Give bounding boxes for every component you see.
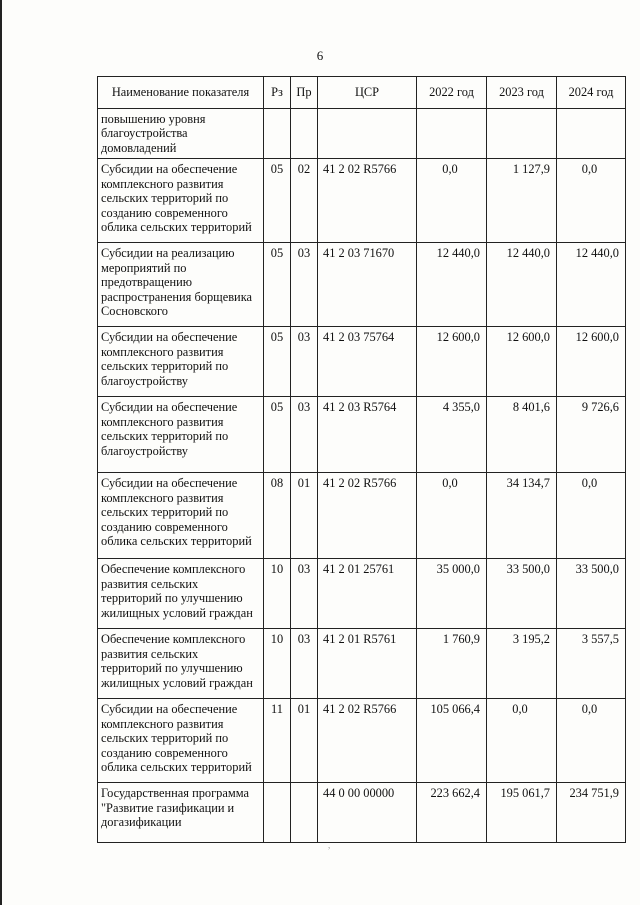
table-row <box>98 473 626 559</box>
row-name-cell: Субсидии на обеспечение комплексного развития сельских территорий по благоустройству <box>98 327 264 397</box>
row-rz-cell: 10 <box>264 559 291 629</box>
header-pr: Пр <box>291 77 318 109</box>
row-2023-cell: 195 061,7 <box>487 783 557 843</box>
table-row <box>98 559 626 629</box>
row-rz-cell: 05 <box>264 397 291 473</box>
row-csr-cell: 41 2 01 R5761 <box>318 629 417 699</box>
row-name-cell: Субсидии на обеспечение комплексного развития сельских территорий по благоустройству <box>98 397 264 473</box>
table-row <box>98 783 626 843</box>
header-name: Наименование показателя <box>98 77 264 109</box>
scan-mark: , <box>328 840 331 850</box>
row-pr-cell: 03 <box>291 243 318 327</box>
row-2022-cell: 35 000,0 <box>417 559 487 629</box>
row-2023-cell: 34 134,7 <box>487 473 557 559</box>
row-csr-cell: 41 2 01 25761 <box>318 559 417 629</box>
row-2024-cell: 3 557,5 <box>557 629 626 699</box>
header-2023: 2023 год <box>487 77 557 109</box>
row-name-cell: Субсидии на обеспечение комплексного развития сельских территорий по созданию современного облика сельских территорий <box>98 473 264 559</box>
row-csr-cell: 41 2 03 R5764 <box>318 397 417 473</box>
row-name-cell: Обеспечение комплексного развития сельских территорий по улучшению жилищных условий граждан <box>98 629 264 699</box>
row-2024-cell: 0,0 <box>557 159 626 243</box>
row-2024-cell: 0,0 <box>557 473 626 559</box>
row-name-cell: Обеспечение комплексного развития сельских территорий по улучшению жилищных условий граждан <box>98 559 264 629</box>
row-2024-cell: 33 500,0 <box>557 559 626 629</box>
row-2023-cell: 1 127,9 <box>487 159 557 243</box>
budget-table <box>97 76 626 843</box>
header-rz: Рз <box>264 77 291 109</box>
row-2022-cell: 1 760,9 <box>417 629 487 699</box>
row-2024-cell: 9 726,6 <box>557 397 626 473</box>
header-csr: ЦСР <box>318 77 417 109</box>
table-row <box>98 397 626 473</box>
row-2022-cell: 0,0 <box>417 473 487 559</box>
table-header-row <box>98 77 626 109</box>
row-name-cell: Субсидии на обеспечение комплексного развития сельских территорий по созданию современного облика сельских территорий <box>98 699 264 783</box>
header-2024: 2024 год <box>557 77 626 109</box>
header-2022: 2022 год <box>417 77 487 109</box>
row-2024-cell: 234 751,9 <box>557 783 626 843</box>
row-2022-cell: 4 355,0 <box>417 397 487 473</box>
row-csr-cell: 41 2 03 75764 <box>318 327 417 397</box>
table-row <box>98 327 626 397</box>
row-2022-cell: 0,0 <box>417 159 487 243</box>
row-name-cell: Субсидии на реализацию мероприятий по предотвращению распространения борщевика Сосновского <box>98 243 264 327</box>
row-name-cell: повышению уровня благоустройства домовладений <box>98 108 264 159</box>
row-csr-cell: 41 2 02 R5766 <box>318 699 417 783</box>
row-csr-cell <box>318 108 417 159</box>
row-rz-cell <box>264 108 291 159</box>
row-pr-cell: 01 <box>291 473 318 559</box>
row-pr-cell: 02 <box>291 159 318 243</box>
row-rz-cell <box>264 783 291 843</box>
row-2022-cell: 12 440,0 <box>417 243 487 327</box>
row-2024-cell: 12 440,0 <box>557 243 626 327</box>
row-2024-cell <box>557 108 626 159</box>
row-pr-cell: 03 <box>291 327 318 397</box>
row-2023-cell: 0,0 <box>487 699 557 783</box>
row-rz-cell: 05 <box>264 159 291 243</box>
row-2022-cell: 223 662,4 <box>417 783 487 843</box>
row-rz-cell: 05 <box>264 243 291 327</box>
table-row <box>98 108 626 159</box>
row-csr-cell: 41 2 03 71670 <box>318 243 417 327</box>
row-pr-cell <box>291 783 318 843</box>
table-row <box>98 159 626 243</box>
row-rz-cell: 05 <box>264 327 291 397</box>
row-rz-cell: 10 <box>264 629 291 699</box>
row-2024-cell: 12 600,0 <box>557 327 626 397</box>
table-row <box>98 629 626 699</box>
row-2022-cell <box>417 108 487 159</box>
row-2023-cell <box>487 108 557 159</box>
row-pr-cell: 03 <box>291 559 318 629</box>
row-rz-cell: 11 <box>264 699 291 783</box>
row-2024-cell: 0,0 <box>557 699 626 783</box>
table-row <box>98 243 626 327</box>
row-csr-cell: 44 0 00 00000 <box>318 783 417 843</box>
table-row <box>98 699 626 783</box>
page-edge-line <box>0 0 2 905</box>
row-2022-cell: 105 066,4 <box>417 699 487 783</box>
row-2023-cell: 8 401,6 <box>487 397 557 473</box>
row-2023-cell: 12 600,0 <box>487 327 557 397</box>
row-2022-cell: 12 600,0 <box>417 327 487 397</box>
row-name-cell: Государственная программа "Развитие газификации и догазификации <box>98 783 264 843</box>
row-csr-cell: 41 2 02 R5766 <box>318 159 417 243</box>
row-pr-cell: 01 <box>291 699 318 783</box>
row-2023-cell: 3 195,2 <box>487 629 557 699</box>
row-2023-cell: 33 500,0 <box>487 559 557 629</box>
row-pr-cell: 03 <box>291 629 318 699</box>
row-2023-cell: 12 440,0 <box>487 243 557 327</box>
row-csr-cell: 41 2 02 R5766 <box>318 473 417 559</box>
row-pr-cell: 03 <box>291 397 318 473</box>
row-name-cell: Субсидии на обеспечение комплексного развития сельских территорий по созданию современного облика сельских территорий <box>98 159 264 243</box>
row-pr-cell <box>291 108 318 159</box>
row-rz-cell: 08 <box>264 473 291 559</box>
page-number: 6 <box>316 48 324 63</box>
